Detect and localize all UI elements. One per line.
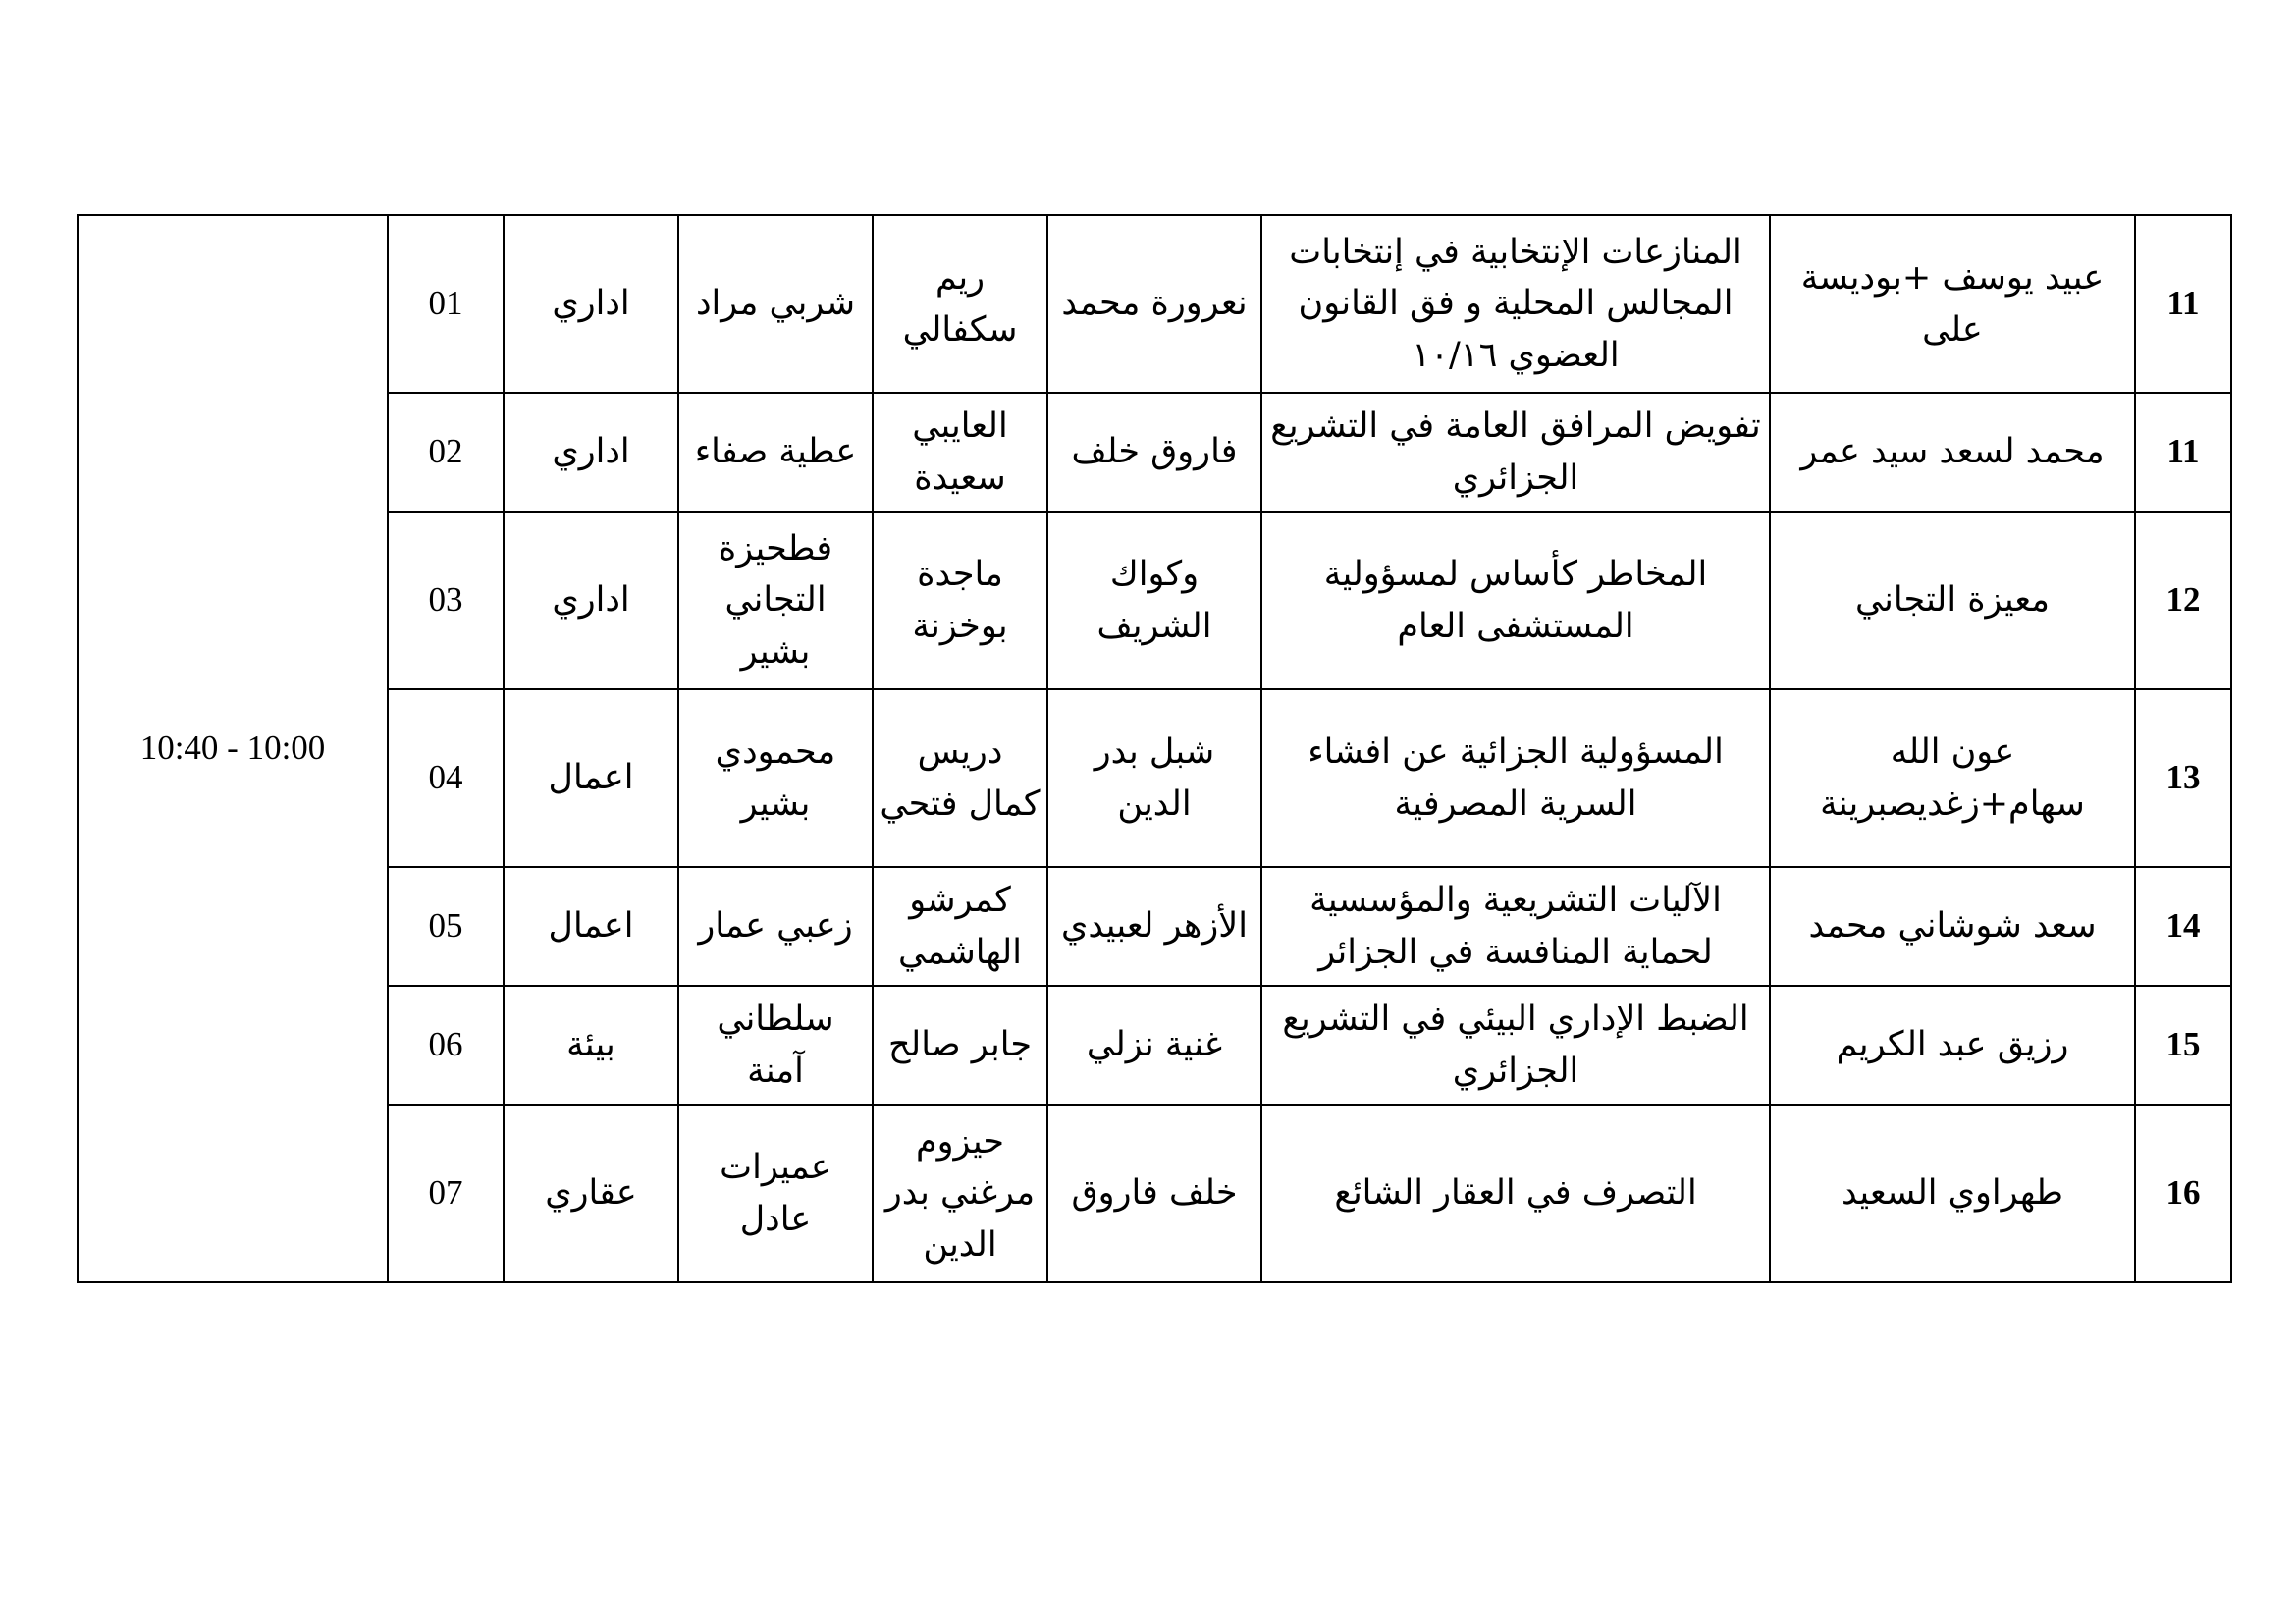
group-number: 14 [2135, 867, 2231, 986]
students: عون الله سهام+زغديصبرينة [1770, 689, 2135, 867]
group-number: 12 [2135, 512, 2231, 689]
row-code: 07 [388, 1105, 504, 1282]
schedule-sheet [77, 214, 2230, 1283]
jury-member-2: محمودي بشير [678, 689, 873, 867]
supervisor: الأزهر لعبيدي [1047, 867, 1261, 986]
specialty: اداري [504, 512, 678, 689]
row-code: 05 [388, 867, 504, 986]
thesis-topic: الآليات التشريعية والمؤسسية لحماية المنافسة في الجزائر [1261, 867, 1770, 986]
supervisor: فاروق خلف [1047, 393, 1261, 512]
thesis-topic: التصرف في العقار الشائع [1261, 1105, 1770, 1282]
supervisor: وكواك الشريف [1047, 512, 1261, 689]
jury-member-2: فطحيزة التجاني بشير [678, 512, 873, 689]
specialty: بيئة [504, 986, 678, 1105]
jury-member-1: ماجدة بوخزنة [873, 512, 1047, 689]
table-row [78, 986, 2231, 1105]
thesis-topic: المنازعات الإنتخابية في إنتخابات المجالس المحلية و فق القانون العضوي ١٠/١٦ [1261, 215, 1770, 393]
thesis-topic: الضبط الإداري البيئي في التشريع الجزائري [1261, 986, 1770, 1105]
specialty: عقاري [504, 1105, 678, 1282]
students: معيزة التجاني [1770, 512, 2135, 689]
group-number: 11 [2135, 393, 2231, 512]
students: رزيق عبد الكريم [1770, 986, 2135, 1105]
group-number: 11 [2135, 215, 2231, 393]
thesis-topic: تفويض المرافق العامة في التشريع الجزائري [1261, 393, 1770, 512]
row-code: 06 [388, 986, 504, 1105]
jury-member-1: جابر صالح [873, 986, 1047, 1105]
supervisor: شبل بدر الدين [1047, 689, 1261, 867]
table-row [78, 512, 2231, 689]
jury-member-1: حيزوم مرغني بدر الدين [873, 1105, 1047, 1282]
jury-member-1: كمرشو الهاشمي [873, 867, 1047, 986]
jury-member-2: عميرات عادل [678, 1105, 873, 1282]
table-row [78, 689, 2231, 867]
table-row [78, 1105, 2231, 1282]
row-code: 04 [388, 689, 504, 867]
specialty: اداري [504, 393, 678, 512]
row-code: 02 [388, 393, 504, 512]
row-code: 03 [388, 512, 504, 689]
specialty: اعمال [504, 867, 678, 986]
students: طهراوي السعيد [1770, 1105, 2135, 1282]
students: محمد لسعد سيد عمر [1770, 393, 2135, 512]
jury-member-2: زعبي عمار [678, 867, 873, 986]
jury-member-2: عطية صفاء [678, 393, 873, 512]
group-number: 16 [2135, 1105, 2231, 1282]
jury-member-2: سلطاني آمنة [678, 986, 873, 1105]
table-row [78, 393, 2231, 512]
specialty: اداري [504, 215, 678, 393]
students: سعد شوشاني محمد [1770, 867, 2135, 986]
supervisor: غنية نزلي [1047, 986, 1261, 1105]
specialty: اعمال [504, 689, 678, 867]
supervisor: نعرورة محمد [1047, 215, 1261, 393]
thesis-topic: المسؤولية الجزائية عن افشاء السرية المصرفية [1261, 689, 1770, 867]
group-number: 15 [2135, 986, 2231, 1105]
students: عبيد يوسف +بوديسة على [1770, 215, 2135, 393]
group-number: 13 [2135, 689, 2231, 867]
supervisor: خلف فاروق [1047, 1105, 1261, 1282]
jury-member-1: دريس كمال فتحي [873, 689, 1047, 867]
table-row [78, 867, 2231, 986]
row-code: 01 [388, 215, 504, 393]
jury-member-1: العايبي سعيدة [873, 393, 1047, 512]
time-slot: 10:40 - 10:00 [78, 215, 388, 1282]
defense-schedule-table [77, 214, 2232, 1283]
thesis-topic: المخاطر كأساس لمسؤولية المستشفى العام [1261, 512, 1770, 689]
jury-member-1: ريم سكفالي [873, 215, 1047, 393]
table-row [78, 215, 2231, 393]
jury-member-2: شربي مراد [678, 215, 873, 393]
